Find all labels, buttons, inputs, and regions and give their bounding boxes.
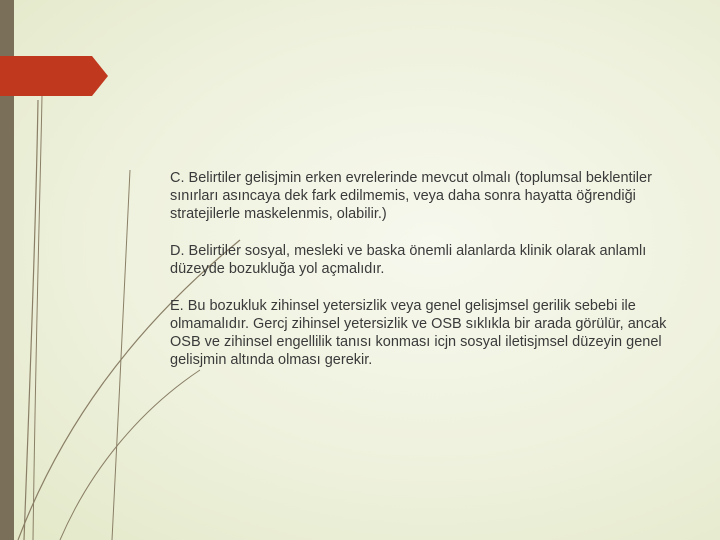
paragraph-c: C. Belirtiler gelisjmin erken evrelerinde mevcut olmalı (toplumsal beklentiler sınırları asıncaya dek fark edilmemis, veya daha sonra hayatta öğrendiği stratejilerle maskelenmis, olabilir.) xyxy=(170,170,652,222)
slide-body xyxy=(170,169,670,388)
paragraph-d: D. Belirtiler sosyal, mesleki ve baska önemli alanlarda klinik olarak anlamlı düzeyde bozukluğa yol açmalıdır. xyxy=(170,243,647,277)
paragraph-e: E. Bu bozukluk zihinsel yetersizlik veya genel gelisjmsel gerilik sebebi ile olmamalıdır. Gercj zihinsel yetersizlik ve OSB sıklıkla bir arada görülür, ancak OSB ve zihinsel engellilik tanısı konması icjn sosyal iletisjmsel düzeyin genel gelisjmin altında olması gerekir. xyxy=(170,298,667,368)
